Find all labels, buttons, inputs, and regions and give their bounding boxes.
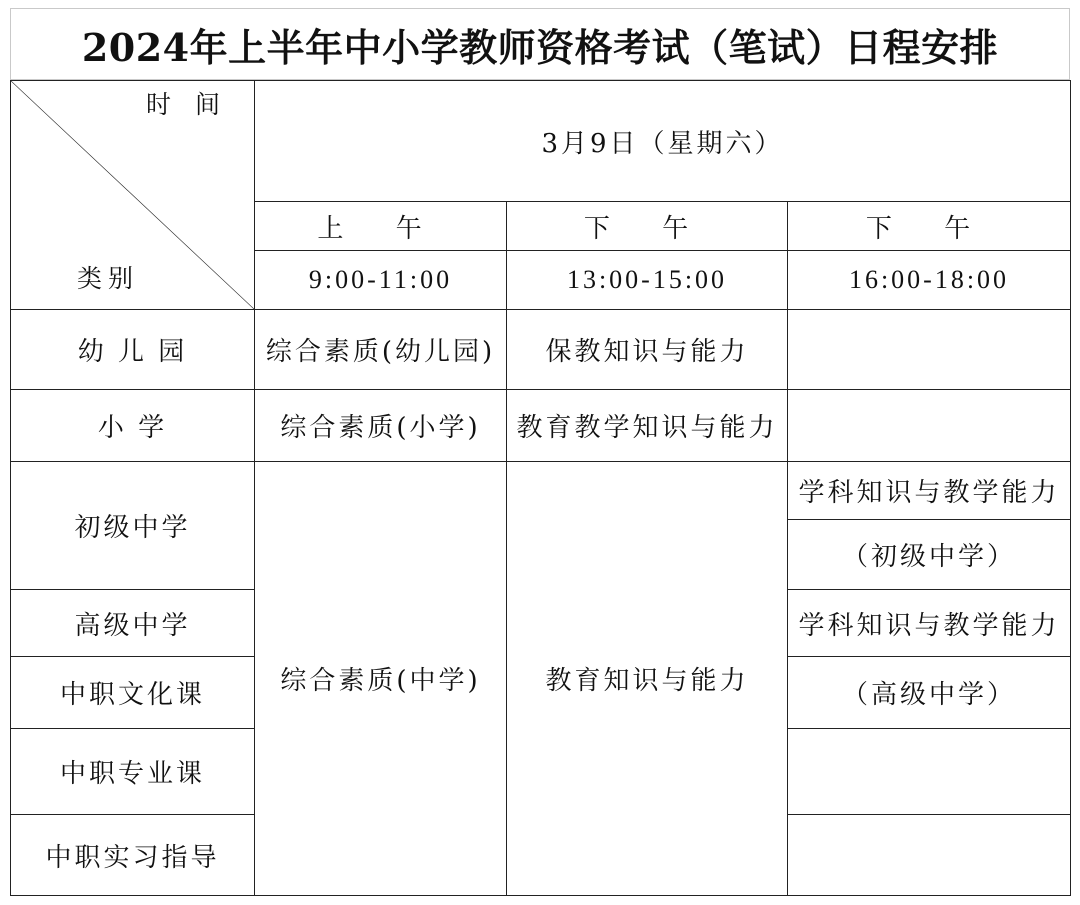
category-primary: 小 学	[11, 390, 255, 462]
category-vocational-culture: 中职文化课	[11, 657, 255, 729]
secondary-afternoon1-subject: 教育知识与能力	[507, 462, 788, 896]
category-junior-high: 初级中学	[11, 462, 255, 590]
junior-afternoon2-line2: （初级中学）	[788, 520, 1071, 590]
senior-afternoon2-line2: （高级中学）	[788, 657, 1071, 729]
corner-category-label: 类别	[77, 264, 140, 293]
vocational-internship-afternoon2	[788, 815, 1071, 896]
session-morning: 上 午	[255, 202, 507, 251]
schedule-table	[10, 80, 1071, 896]
category-vocational-professional: 中职专业课	[11, 729, 255, 815]
category-senior-high: 高级中学	[11, 590, 255, 657]
table-row	[11, 462, 1071, 520]
primary-afternoon2-subject	[788, 390, 1071, 462]
table-row	[11, 310, 1071, 390]
senior-afternoon2-line1: 学科知识与教学能力	[788, 590, 1071, 657]
kindergarten-afternoon1-subject: 保教知识与能力	[507, 310, 788, 390]
corner-time-label: 时 间	[146, 90, 228, 119]
junior-afternoon2-line1: 学科知识与教学能力	[788, 462, 1071, 520]
table-row	[11, 390, 1071, 462]
corner-header-cell	[11, 81, 255, 310]
vocational-professional-afternoon2	[788, 729, 1071, 815]
primary-afternoon1-subject: 教育教学知识与能力	[507, 390, 788, 462]
date-header: 3月9日（星期六）	[255, 81, 1071, 202]
category-vocational-internship: 中职实习指导	[11, 815, 255, 896]
time-afternoon-2: 16:00-18:00	[788, 251, 1071, 310]
kindergarten-afternoon2-subject	[788, 310, 1071, 390]
page-title: 2024年上半年中小学教师资格考试（笔试）日程安排	[81, 24, 999, 70]
time-morning: 9:00-11:00	[255, 251, 507, 310]
session-afternoon-1: 下 午	[507, 202, 788, 251]
kindergarten-morning-subject: 综合素质(幼儿园)	[255, 310, 507, 390]
time-afternoon-1: 13:00-15:00	[507, 251, 788, 310]
title-box	[10, 8, 1070, 80]
session-afternoon-2: 下 午	[788, 202, 1071, 251]
secondary-morning-subject: 综合素质(中学)	[255, 462, 507, 896]
primary-morning-subject: 综合素质(小学)	[255, 390, 507, 462]
category-kindergarten: 幼 儿 园	[11, 310, 255, 390]
